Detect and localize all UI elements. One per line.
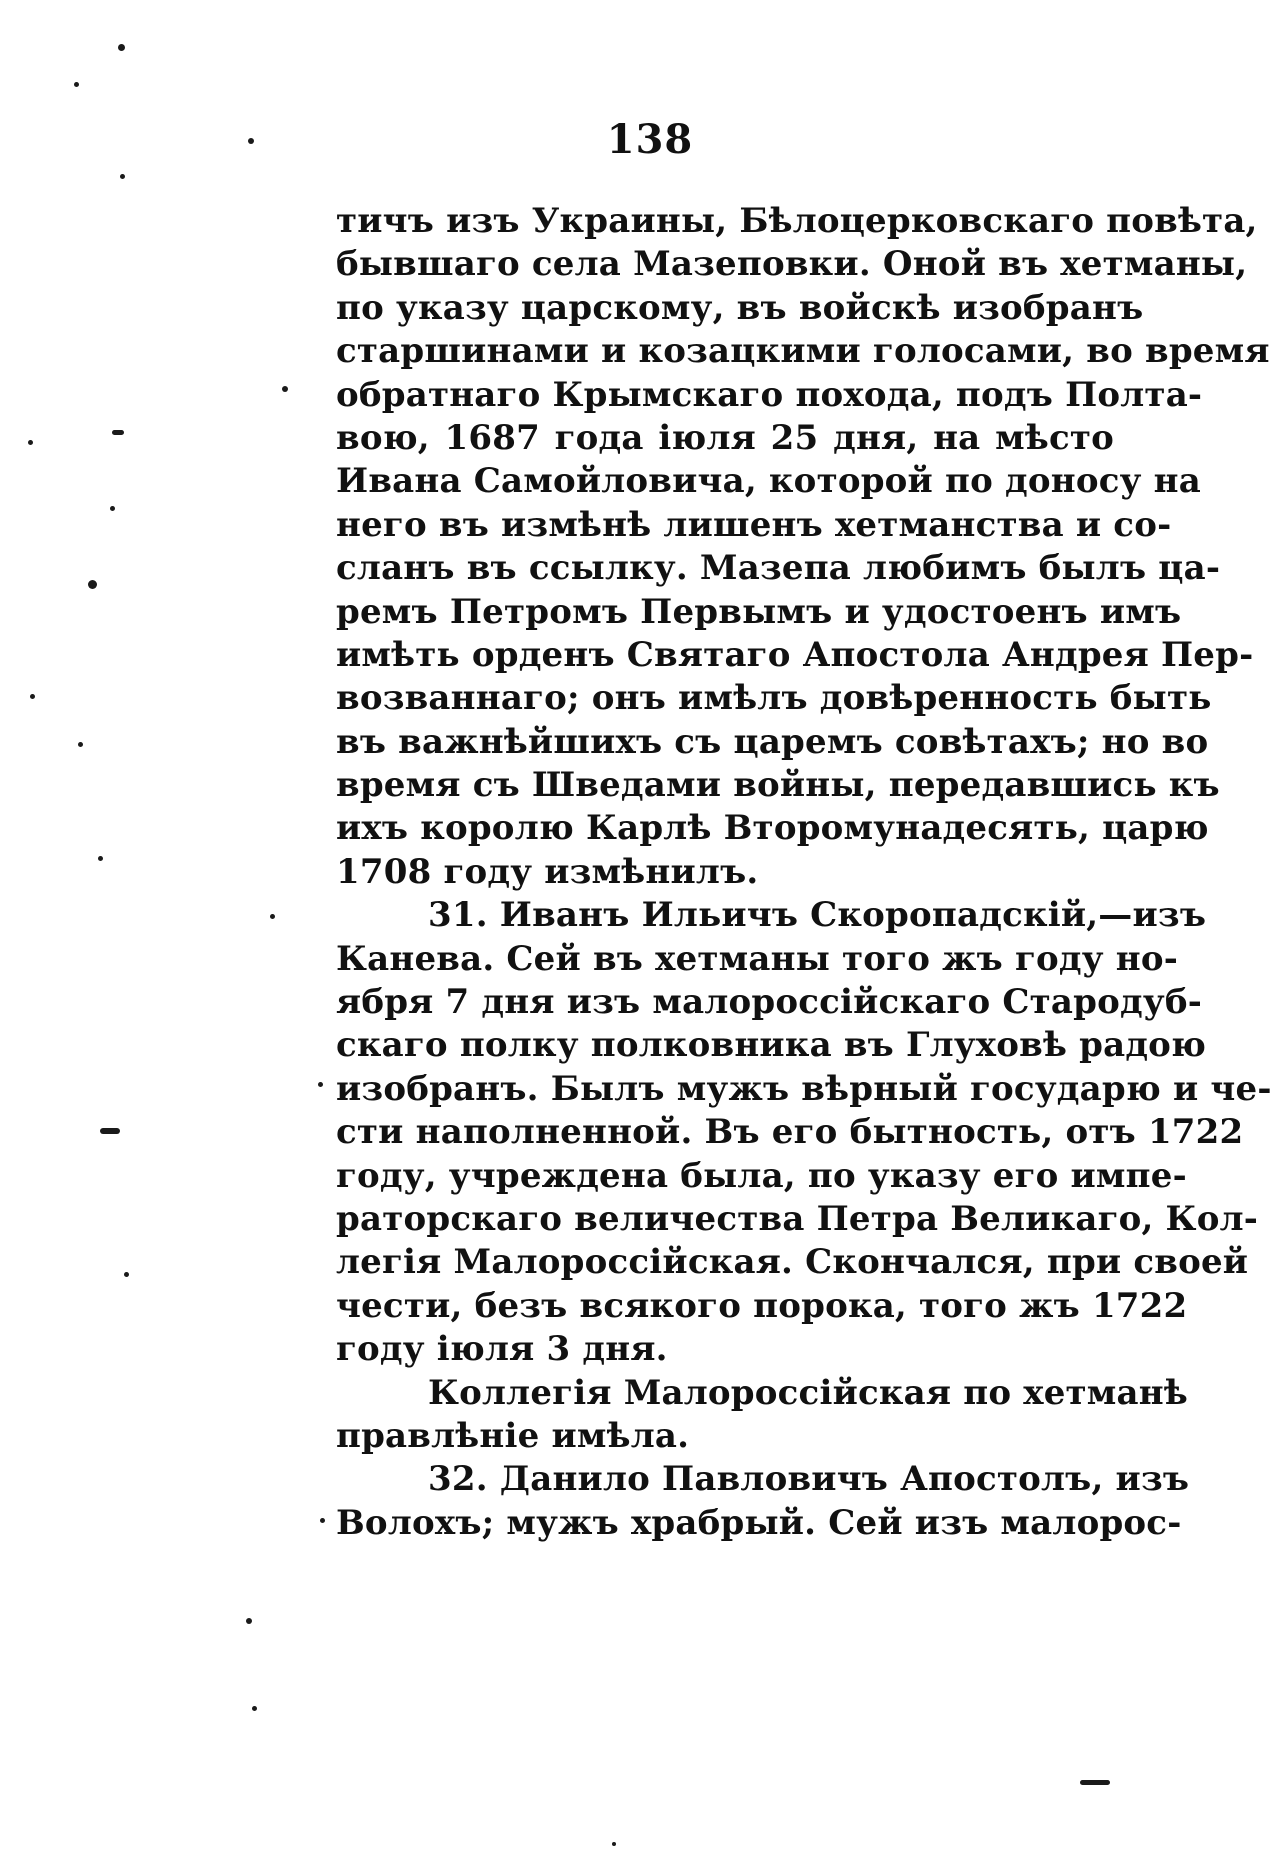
text-line: изобранъ. Былъ мужъ вѣрный государю и че-	[336, 1068, 1272, 1109]
scan-mark	[112, 430, 124, 435]
text-line: 1708 году измѣнилъ.	[336, 851, 759, 892]
text-line: Волохъ; мужъ храбрый. Сей изъ малорос-	[336, 1502, 1182, 1543]
text-line: году іюля 3 дня.	[336, 1329, 668, 1370]
paragraph-start-line: Коллегія Малороссійская по хетманѣ	[428, 1372, 1188, 1413]
text-line: возваннаго; онъ имѣлъ довѣренность быть	[336, 678, 1212, 719]
text-line: имѣть орденъ Святаго Апостола Андрея Пер-	[336, 634, 1254, 675]
scan-speck	[74, 82, 79, 87]
text-line: Ивана Самойловича, которой по доносу на	[336, 461, 1201, 502]
text-line: бывшаго села Мазеповки. Оной въ хетманы,	[336, 244, 1248, 285]
text-line: время съ Шведами войны, передавшись къ	[336, 765, 1220, 806]
text-line: чести, безъ всякого порока, того жъ 1722	[336, 1285, 1188, 1326]
scan-mark	[1080, 1780, 1110, 1785]
text-line: Канева. Сей въ хетманы того жъ году но-	[336, 938, 1179, 979]
paragraph-start-line: 32. Данило Павловичъ Апостолъ, изъ	[428, 1459, 1190, 1500]
text-line: старшинами и козацкими голосами, во время	[336, 331, 1270, 372]
text-line: тичъ изъ Украины, Бѣлоцерковскаго повѣта,	[336, 201, 1258, 241]
text-line: ября 7 дня изъ малороссійскаго Стародуб-	[336, 982, 1203, 1023]
scan-speck	[318, 1082, 323, 1087]
scan-speck	[124, 1272, 129, 1277]
scan-speck	[270, 914, 275, 919]
scan-speck	[110, 506, 115, 511]
text-line: ихъ королю Карлѣ Второмунадесять, царю	[336, 808, 1209, 849]
paragraph-start-line: 31. Иванъ Ильичъ Скоропадскій,—изъ	[428, 895, 1207, 936]
scan-speck	[98, 856, 103, 861]
scan-speck	[28, 440, 33, 445]
text-line: скаго полку полковника въ Глуховѣ радою	[336, 1025, 1207, 1066]
text-line: обратнаго Крымскаго похода, подъ Полта-	[336, 374, 1203, 415]
scan-speck	[252, 1706, 257, 1711]
text-line: правлѣніе имѣла.	[336, 1415, 690, 1456]
text-line: сти наполненной. Въ его бытность, отъ 1722	[336, 1112, 1244, 1153]
text-line: вою, 1687 года іюля 25 дня, на мѣсто	[336, 417, 1114, 458]
scan-mark	[100, 1128, 120, 1134]
scan-speck	[320, 1518, 325, 1523]
text-line: раторскаго величества Петра Великаго, Кол-	[336, 1198, 1259, 1239]
text-line: ремъ Петромъ Первымъ и удостоенъ имъ	[336, 591, 1182, 632]
scan-speck	[78, 742, 83, 747]
page-number: 138	[606, 116, 694, 163]
scan-speck	[248, 138, 254, 144]
scan-speck	[612, 1842, 616, 1846]
scan-speck	[282, 386, 288, 392]
text-line: по указу царскому, въ войскѣ изобранъ	[336, 287, 1144, 328]
scan-speck	[246, 1618, 252, 1624]
text-line: него въ измѣнѣ лишенъ хетманства и со-	[336, 504, 1172, 545]
text-line: сланъ въ ссылку. Мазепа любимъ былъ ца-	[336, 548, 1221, 589]
scan-speck	[88, 580, 97, 589]
text-line: въ важнѣйшихъ съ царемъ совѣтахъ; но во	[336, 721, 1209, 762]
text-line: году, учреждена была, по указу его импе-	[336, 1155, 1187, 1196]
scan-speck	[118, 44, 125, 51]
text-line: легія Малороссійская. Скончался, при своей	[336, 1242, 1249, 1283]
body-text	[336, 200, 1272, 1545]
scan-speck	[120, 174, 125, 179]
scan-speck	[30, 694, 35, 699]
